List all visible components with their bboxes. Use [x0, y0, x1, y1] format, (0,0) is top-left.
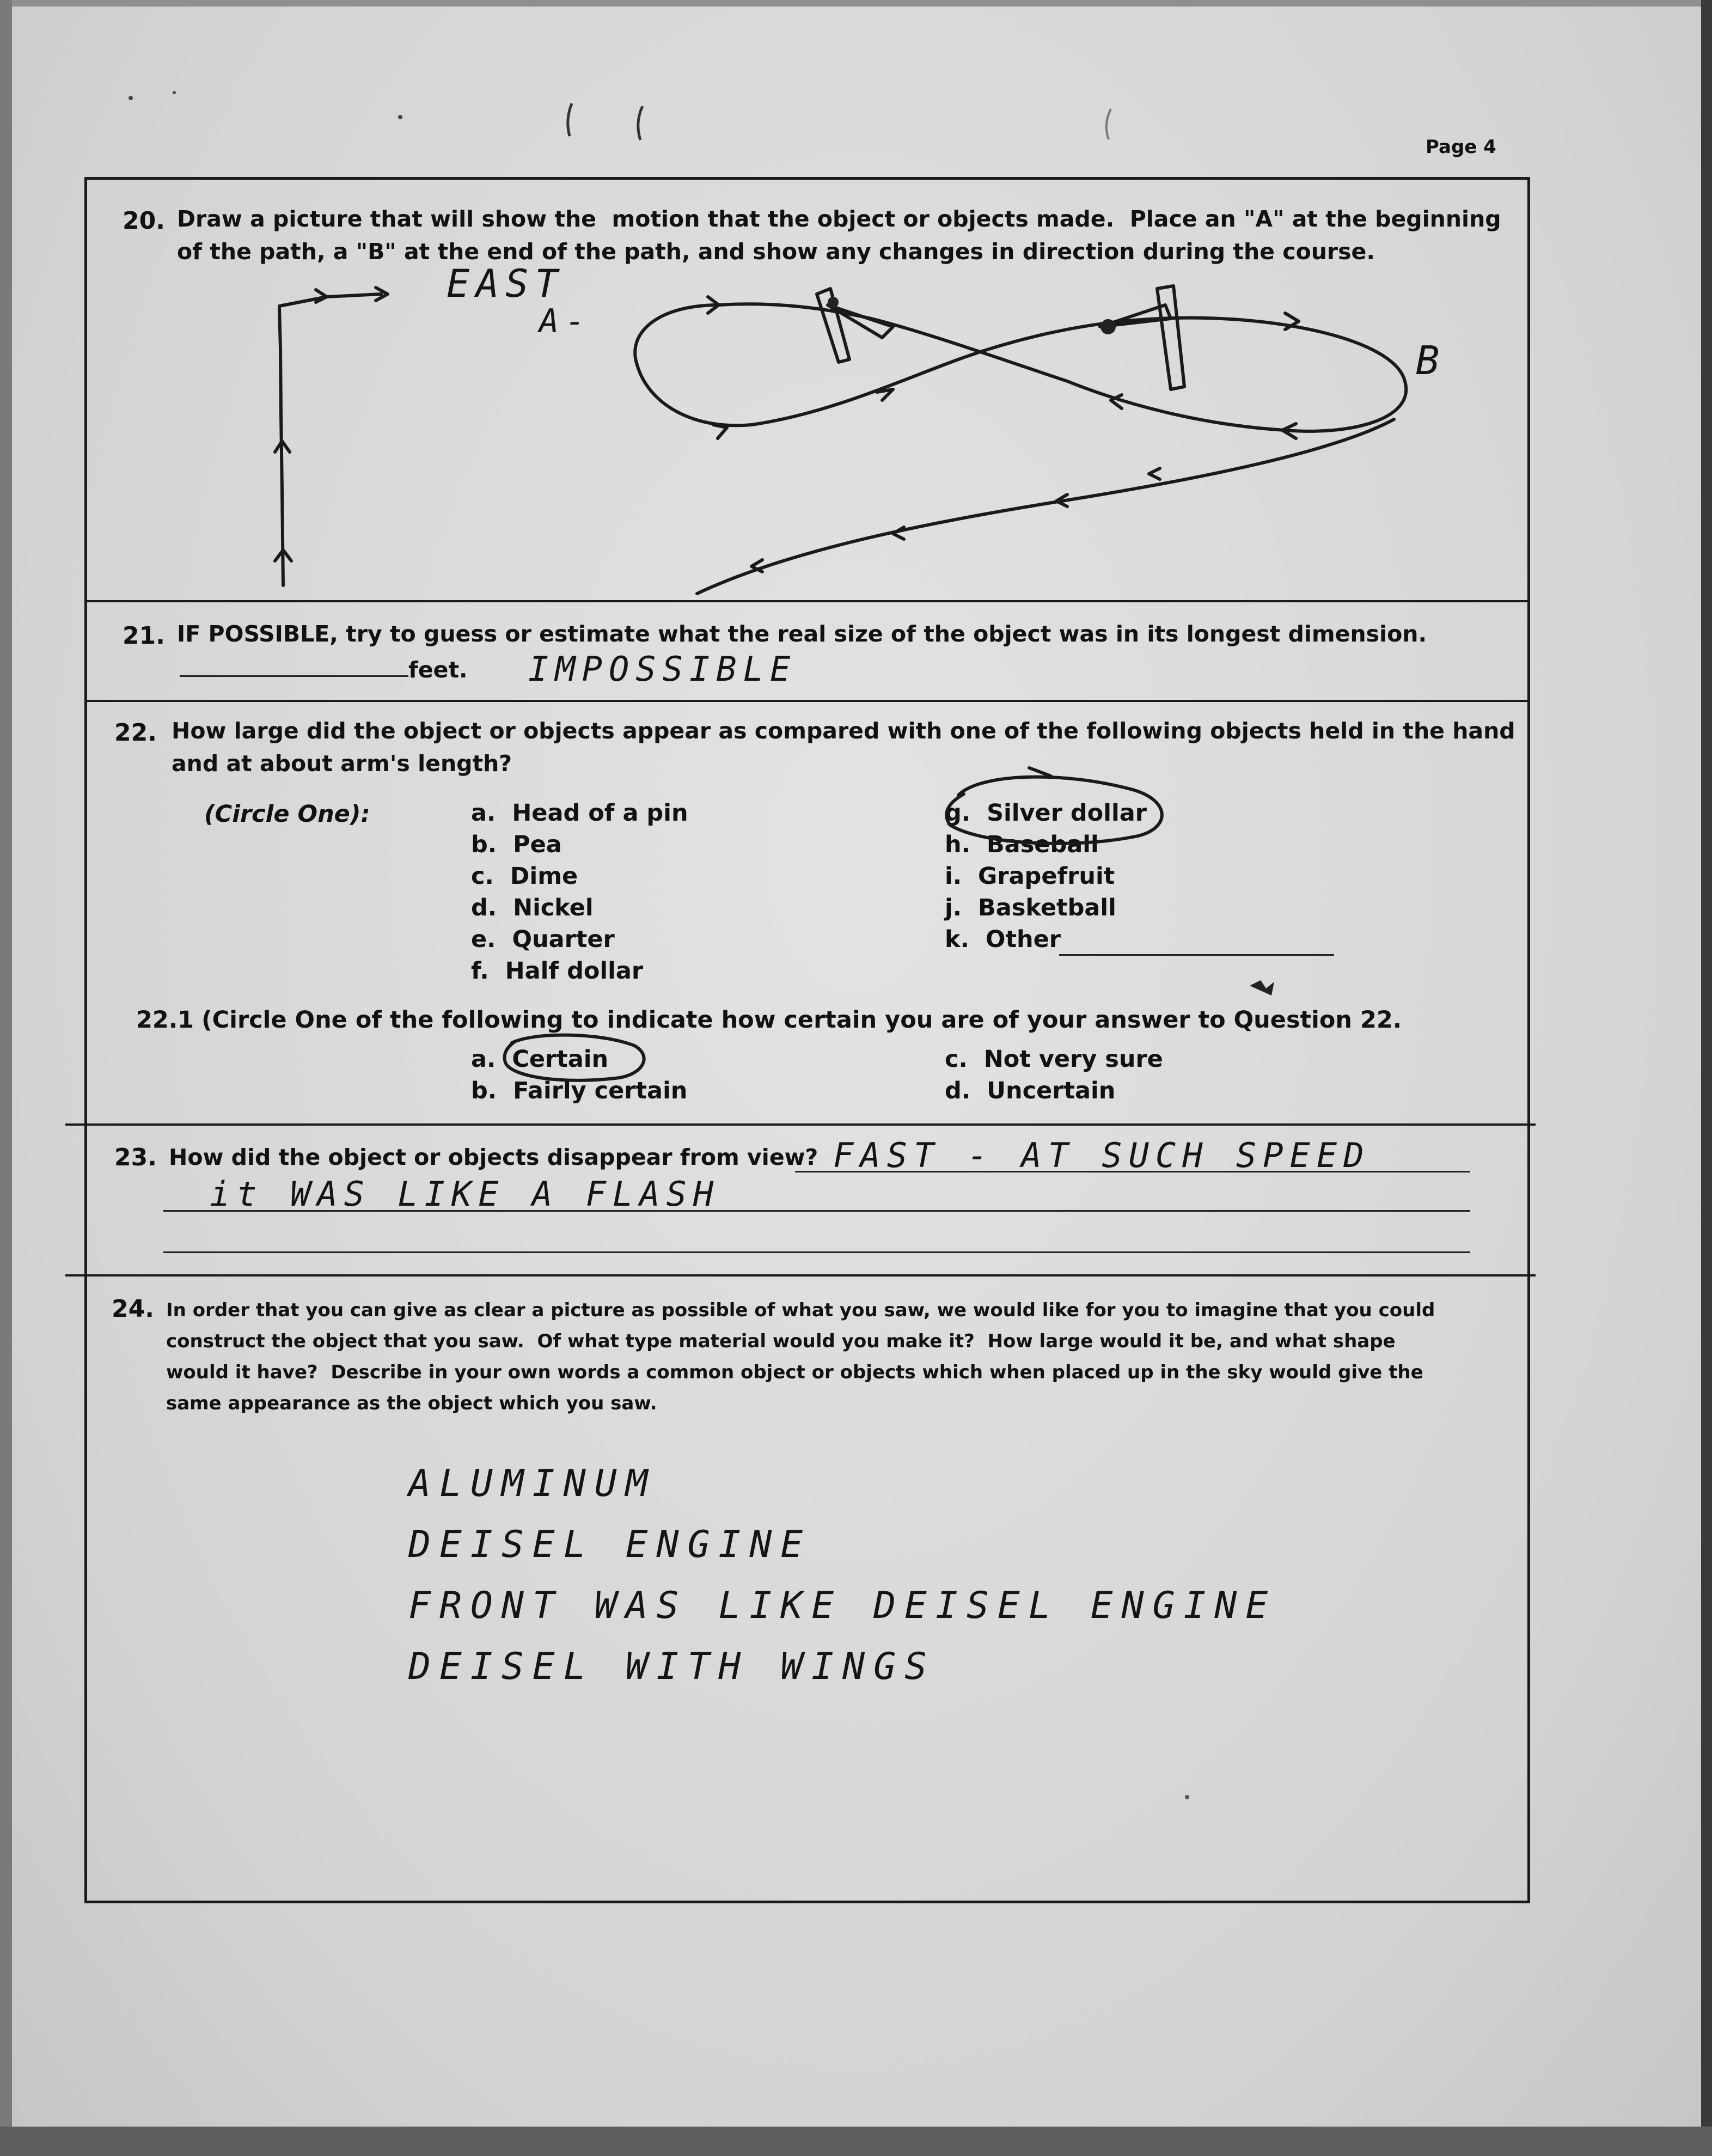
q24-answer-line: DEISEL ENGINE: [408, 1523, 812, 1566]
q22-1-number: 22.1: [136, 1006, 194, 1034]
q22-text-line1: How large did the object or objects appear as compared with one of the following objects held in the hand: [172, 718, 1515, 744]
q23-answer-line2: it WAS LIKE A FLASH: [210, 1174, 720, 1214]
q21-text: IF POSSIBLE, try to guess or estimate what the real size of the object was in its longest dimension.: [177, 621, 1427, 647]
circle-certain: [504, 1035, 644, 1080]
q21-number: 21.: [123, 622, 165, 650]
q22-text-line2: and at about arm's length?: [172, 750, 512, 777]
q22-option-h[interactable]: h. Baseball: [945, 831, 1099, 858]
q20-text-line1: Draw a picture that will show the motion that the object or objects made. Place an "A" at the beginning: [177, 206, 1501, 232]
q22-option-d[interactable]: d. Nickel: [471, 894, 594, 921]
q23-answer-line1: FAST - AT SUCH SPEED: [833, 1135, 1371, 1175]
q20-number: 20.: [123, 207, 165, 235]
q22-1-option-c[interactable]: c. Not very sure: [945, 1046, 1163, 1073]
q24-answer: [408, 1462, 1276, 1706]
q20-text-line2: of the path, a "B" at the end of the path, and show any changes in direction during the course.: [177, 239, 1375, 265]
q24-answer-line: DEISEL WITH WINGS: [408, 1645, 936, 1688]
q20-label-b: B: [1416, 338, 1446, 383]
page-number: Page 4: [1426, 136, 1496, 158]
q22-instruction: (Circle One):: [204, 801, 370, 828]
q22-option-e[interactable]: e. Quarter: [471, 926, 615, 953]
q22-option-g[interactable]: g. Silver dollar: [945, 799, 1147, 827]
q24-answer-line: ALUMINUM: [408, 1462, 657, 1505]
q22-1-option-b[interactable]: b. Fairly certain: [471, 1077, 688, 1104]
q22-option-i[interactable]: i. Grapefruit: [945, 863, 1115, 890]
q23-answer-line-3: [163, 1251, 1470, 1253]
q21-unit: feet.: [408, 657, 468, 683]
q20-label-a: A-: [539, 302, 592, 340]
q24-number: 24.: [112, 1295, 154, 1323]
q20-label-east: EAST: [447, 261, 565, 306]
q22-1-text: (Circle One of the following to indicate how certain you are of your answer to Question 22.: [201, 1006, 1402, 1034]
q24-text: [166, 1295, 1435, 1419]
q22-option-b[interactable]: b. Pea: [471, 831, 562, 858]
q23-number: 23.: [114, 1144, 157, 1171]
q24-text-line: same appearance as the object which you saw.: [166, 1392, 657, 1414]
q24-text-line: In order that you can give as clear a picture as possible of what you saw, we would like for you to imagine that you could: [166, 1299, 1435, 1321]
q24-text-line: would it have? Describe in your own words a common object or objects which when placed up in the sky would give the: [166, 1361, 1423, 1383]
q23-text: How did the object or objects disappear from view?: [169, 1144, 818, 1170]
q22-1-option-a[interactable]: a. Certain: [471, 1046, 609, 1073]
q22-option-c[interactable]: c. Dime: [471, 863, 578, 890]
q24-text-line: construct the object that you saw. Of what type material would you make it? How large would it be, and what shape: [166, 1330, 1396, 1352]
q22-option-j[interactable]: j. Basketball: [945, 894, 1116, 921]
q22-option-a[interactable]: a. Head of a pin: [471, 799, 688, 827]
q22-number: 22.: [114, 719, 157, 747]
circle-silver-dollar: [946, 777, 1162, 844]
q22-option-k[interactable]: k. Other: [945, 926, 1061, 953]
q22-1-option-d[interactable]: d. Uncertain: [945, 1077, 1116, 1104]
q21-answer: IMPOSSIBLE: [528, 649, 797, 689]
q24-answer-line: FRONT WAS LIKE DEISEL ENGINE: [408, 1584, 1277, 1627]
q22-option-f[interactable]: f. Half dollar: [471, 957, 644, 985]
